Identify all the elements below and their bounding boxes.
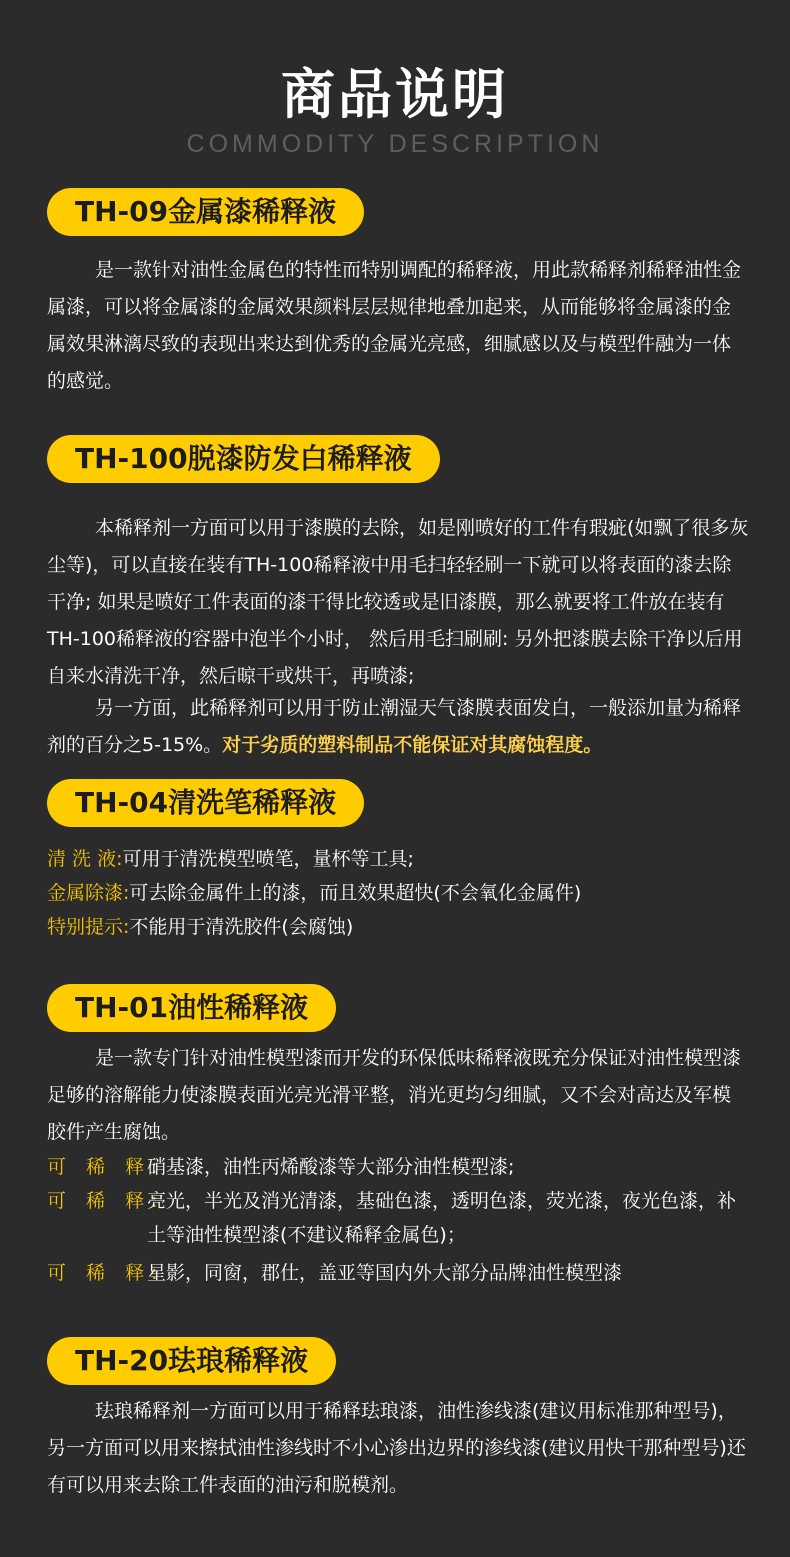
row-label: 清 洗 液: bbox=[47, 848, 123, 870]
paragraph-text: 另一方面，此稀释剂可以用于防止潮湿天气漆膜表面发白，一般添加量为稀释剂的百分之5-15%。 bbox=[47, 697, 742, 756]
section-paragraph-th100-1 bbox=[47, 510, 749, 695]
section-heading-th09: TH-09金属漆稀释液 bbox=[47, 188, 364, 236]
paragraph-text: 本稀释剂一方面可以用于漆膜的去除，如是刚喷好的工件有瑕疵(如飘了很多灰尘等)，可以直接在装有TH-100稀释液中用毛扫轻轻刷一下就可以将表面的漆去除干净; 如果是喷好工件表面的漆干得比较透或是旧漆膜，那么就要将工件放在装有TH-100稀释液的容器中泡半个小时， 然后用毛扫刷刷: 另外把漆膜去除干净以后用自来水清洗干净，然后晾干或烘干，再喷漆; bbox=[47, 517, 749, 687]
info-row bbox=[47, 910, 749, 944]
paragraph-text: 是一款专门针对油性模型漆而开发的环保低味稀释液既充分保证对油性模型漆足够的溶解能力使漆膜表面光亮光滑平整，消光更均匀细腻，又不会对高达及军模胶件产生腐蚀。 bbox=[47, 1047, 742, 1143]
section-heading-th01: TH-01油性稀释液 bbox=[47, 984, 336, 1032]
row-label: 可 稀 释: bbox=[47, 1190, 165, 1212]
page-title: 商品说明 bbox=[281, 63, 509, 126]
paragraph-text: 珐琅稀释剂一方面可以用于稀释珐琅漆，油性渗线漆(建议用标准那种型号)，另一方面可以用来擦拭油性渗线时不小心渗出边界的渗线漆(建议用快干那种型号)还有可以用来去除工件表面的油污和脱模剂。 bbox=[47, 1400, 746, 1496]
page-subtitle: COMMODITY DESCRIPTION bbox=[186, 130, 604, 158]
paragraph-text: 是一款针对油性金属色的特性而特别调配的稀释液，用此款稀释剂稀释油性金属漆，可以将金属漆的金属效果颜料层层规律地叠加起来，从而能够将金属漆的金属效果淋漓尽致的表现出来达到优秀的金属光亮感，细腻感以及与模型件融为一体的感觉。 bbox=[47, 259, 742, 392]
row-label: 可 稀 释: bbox=[47, 1262, 165, 1284]
row-text: 亮光，半光及消光清漆，基础色漆，透明色漆，荧光漆，夜光色漆，补土等油性模型漆(不建议稀释金属色)； bbox=[147, 1190, 737, 1246]
row-text: 可用于清洗模型喷笔，量杯等工具; bbox=[122, 848, 414, 870]
row-text: 硝基漆，油性丙烯酸漆等大部分油性模型漆; bbox=[147, 1156, 515, 1178]
section-heading-th04: TH-04清洗笔稀释液 bbox=[47, 779, 364, 827]
section-heading-th100: TH-100脱漆防发白稀释液 bbox=[47, 435, 440, 483]
section-paragraph-th09 bbox=[47, 252, 749, 400]
row-label: 特别提示: bbox=[47, 916, 130, 938]
section-paragraph-th20 bbox=[47, 1393, 749, 1504]
info-row bbox=[47, 1150, 749, 1184]
info-row bbox=[47, 876, 749, 910]
row-text: 可去除金属件上的漆，而且效果超快(不会氧化金属件) bbox=[129, 882, 582, 904]
warning-highlight: 对于劣质的塑料制品不能保证对其腐蚀程度。 bbox=[222, 734, 603, 756]
row-text: 不能用于清洗胶件(会腐蚀) bbox=[129, 916, 354, 938]
info-row bbox=[47, 1184, 749, 1252]
row-text: 星影，同窗，郡仕，盖亚等国内外大部分品牌油性模型漆 bbox=[147, 1262, 623, 1284]
section-heading-th20: TH-20珐琅稀释液 bbox=[47, 1337, 336, 1385]
row-label: 可 稀 释: bbox=[47, 1156, 165, 1178]
info-row bbox=[47, 1256, 749, 1290]
section-paragraph-th100-2 bbox=[47, 690, 749, 764]
info-row bbox=[47, 842, 749, 876]
row-label: 金属除漆: bbox=[47, 882, 130, 904]
section-paragraph-th01 bbox=[47, 1040, 749, 1151]
